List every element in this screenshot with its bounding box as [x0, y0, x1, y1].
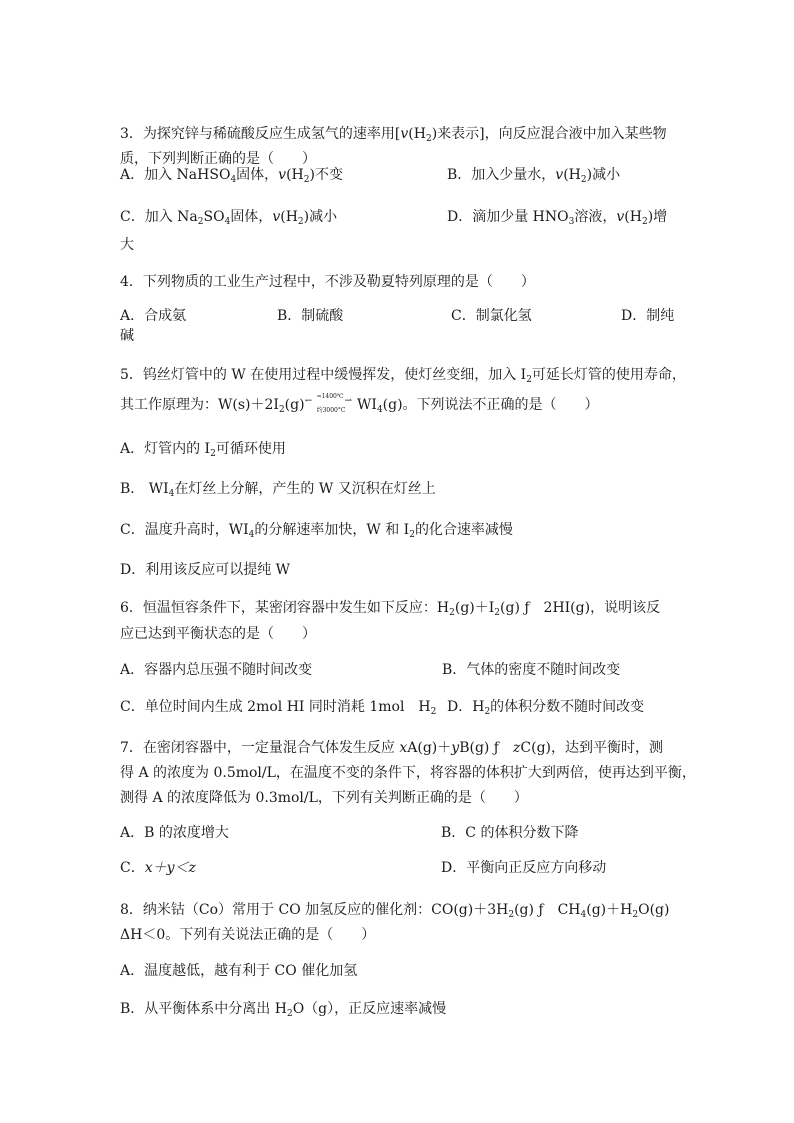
q6-option-c: C．单位时间内生成 2mol HI 同时消耗 1mol $H_2$ [120, 699, 437, 717]
q8-option-a: A．温度越低，越有利于 CO 催化加氢 [120, 963, 358, 979]
q8-option-b: B．从平衡体系中分离出 $H_2O(g)$，正反应速率减慢 [120, 1001, 447, 1019]
arrow-left-icon: ↽ [304, 396, 313, 406]
q4-option-d-continued: 碱 [120, 328, 134, 344]
q7-option-d: D．平衡向正反应方向移动 [441, 860, 607, 876]
q3-stem-line1: 3．为探究锌与稀硫酸反应生成氢气的速率用[$v(H_2)$来表示]，向反应混合液中加入某些物 [120, 126, 667, 144]
q7-stem-line3: 测得 A 的浓度降低为 0.3mol/L，下列有关判断正确的是（ ） [120, 790, 528, 806]
q3-option-b: B．加入少量水，$v(H_2)$减小 [447, 167, 621, 185]
q7-option-c: C．x＋y＜z [120, 860, 196, 876]
q6-option-d: D．$H_2$的体积分数不随时间改变 [447, 699, 645, 717]
q4-option-c: C．制氯化氢 [451, 308, 532, 324]
q6-stem-line1: 6．恒温恒容条件下，某密闭容器中发生如下反应：$H_2(g)+I_2(g)$ ƒ 2HI(g)，说明该反 [120, 600, 661, 618]
q7-option-a: A．B 的浓度增大 [120, 825, 229, 841]
q5-option-b: B． $WI_4$在灯丝上分解，产生的 W 又沉积在灯丝上 [120, 481, 436, 499]
q4-option-b: B．制硫酸 [277, 308, 344, 324]
q3-option-d-continued: 大 [120, 237, 134, 253]
q6-option-a: A．容器内总压强不随时间改变 [120, 662, 313, 678]
q5-option-d: D．利用该反应可以提纯 W [120, 562, 291, 578]
q7-stem-line1: 7．在密闭容器中，一定量混合气体发生反应 xA(g)＋yB(g) ƒ zC(g)，达到平衡时，测 [120, 740, 663, 756]
q5-stem-line2: 其工作原理为：$W(s)+2I_2(g)$ ↽ ≈1400℃ 约3000°C ⇀ $WI_4(g)$。下列说法不正确的是（ ） [120, 393, 599, 415]
q7-option-b: B．C 的体积分数下降 [441, 825, 579, 841]
reaction-conditions: ↽ ≈1400℃ 约3000°C ⇀ [304, 393, 353, 414]
q4-option-d: D．制纯 [621, 308, 675, 324]
q6-option-b: B．气体的密度不随时间改变 [442, 662, 621, 678]
q8-stem-line2: ΔH＜0。下列有关说法正确的是（ ） [120, 927, 376, 943]
q5-option-c: C．温度升高时，$WI_4$的分解速率加快，W 和 $I_2$的化合速率减慢 [120, 522, 513, 540]
q5-option-a: A．灯管内的 $I_2$可循环使用 [120, 441, 286, 459]
arrow-right-icon: ⇀ [344, 396, 353, 406]
q8-stem-line1: 8．纳米钴（Co）常用于 CO 加氢反应的催化剂：$CO(g)+3H_2(g)$ ƒ $CH_4(g)+H_2O(g)$ [120, 902, 670, 920]
q4-stem: 4．下列物质的工业生产过程中，不涉及勒夏特列原理的是（ ） [120, 274, 535, 290]
q6-stem-line2: 应已达到平衡状态的是（ ） [120, 626, 316, 642]
q5-stem-line1: 5．钨丝灯管中的 W 在使用过程中缓慢挥发，使灯丝变细，加入 $I_2$可延长灯管的使用寿命， [120, 367, 686, 385]
q4-option-a: A．合成氨 [120, 308, 187, 324]
q7-stem-line2: 得 A 的浓度为 0.5mol/L，在温度不变的条件下，将容器的体积扩大到两倍，使再达到平衡， [120, 765, 696, 781]
q3-option-a: A．加入 NaHSO$_4$固体，$v(H_2)$不变 [120, 167, 343, 185]
q3-option-d: D．滴加少量 $HNO_3$溶液，$v(H_2)$增 [447, 209, 668, 227]
q3-stem-line2: 质，下列判断正确的是（ ） [120, 151, 316, 167]
q3-option-c: C．加入 $Na_2SO_4$固体，$v(H_2)$减小 [120, 209, 338, 227]
